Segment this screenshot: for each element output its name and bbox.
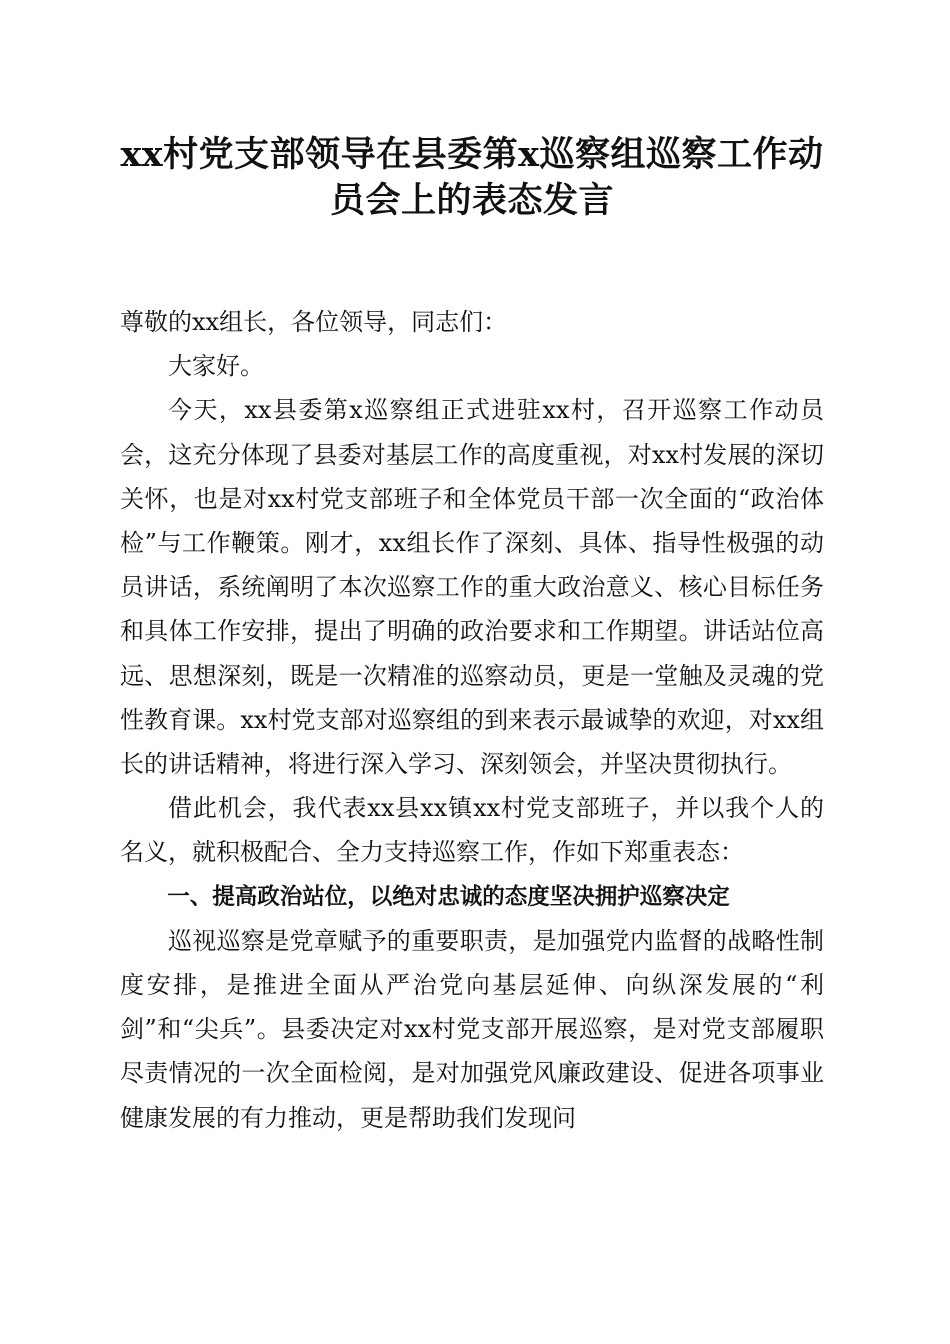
salutation: 尊敬的xx组长，各位领导，同志们： xyxy=(120,308,508,336)
document-title xyxy=(120,132,824,224)
paragraph-section-1: 巡视巡察是党章赋予的重要职责，是加强党内监督的战略性制度安排，是推进全面从严治党向基层延伸、向纵深发展的“利剑”和“尖兵”。县委决定对xx村党支部开展巡察，是对党支部履职尽责情况的一次全面检阅，是对加强党风廉政建设、促进各项事业健康发展的有力推动，更是帮助我们发现问 xyxy=(120,926,824,1132)
title-line-2: 员会上的表态发言 xyxy=(329,180,614,221)
paragraph-opening: 今天，xx县委第x巡察组正式进驻xx村，召开巡察工作动员会，这充分体现了县委对基层工作的高度重视，对xx村发展的深切关怀，也是对xx村党支部班子和全体党员干部一次全面的“政治体检”与工作鞭策。刚才，xx组长作了深刻、具体、指导性极强的动员讲话，系统阐明了本次巡察工作的重大政治意义、核心目标任务和具体工作安排，提出了明确的政治要求和工作期望。讲话站位高远、思想深刻，既是一次精准的巡察动员，更是一堂触及灵魂的党性教育课。xx村党支部对巡察组的到来表示最诚挚的欢迎，对xx组长的讲话精神，将进行深入学习、深刻领会，并坚决贯彻执行。 xyxy=(120,396,824,779)
section-heading-1: 一、提高政治站位，以绝对忠诚的态度坚决拥护巡察决定 xyxy=(167,883,730,910)
title-line-1: xx村党支部领导在县委第x巡察组巡察工作动 xyxy=(120,134,824,175)
document-body xyxy=(120,300,824,1140)
paragraph-statement-intro: 借此机会，我代表xx县xx镇xx村党支部班子，并以我个人的名义，就积极配合、全力支持巡察工作，作如下郑重表态： xyxy=(120,794,824,867)
greeting: 大家好。 xyxy=(168,352,264,381)
document-page xyxy=(120,132,824,1140)
